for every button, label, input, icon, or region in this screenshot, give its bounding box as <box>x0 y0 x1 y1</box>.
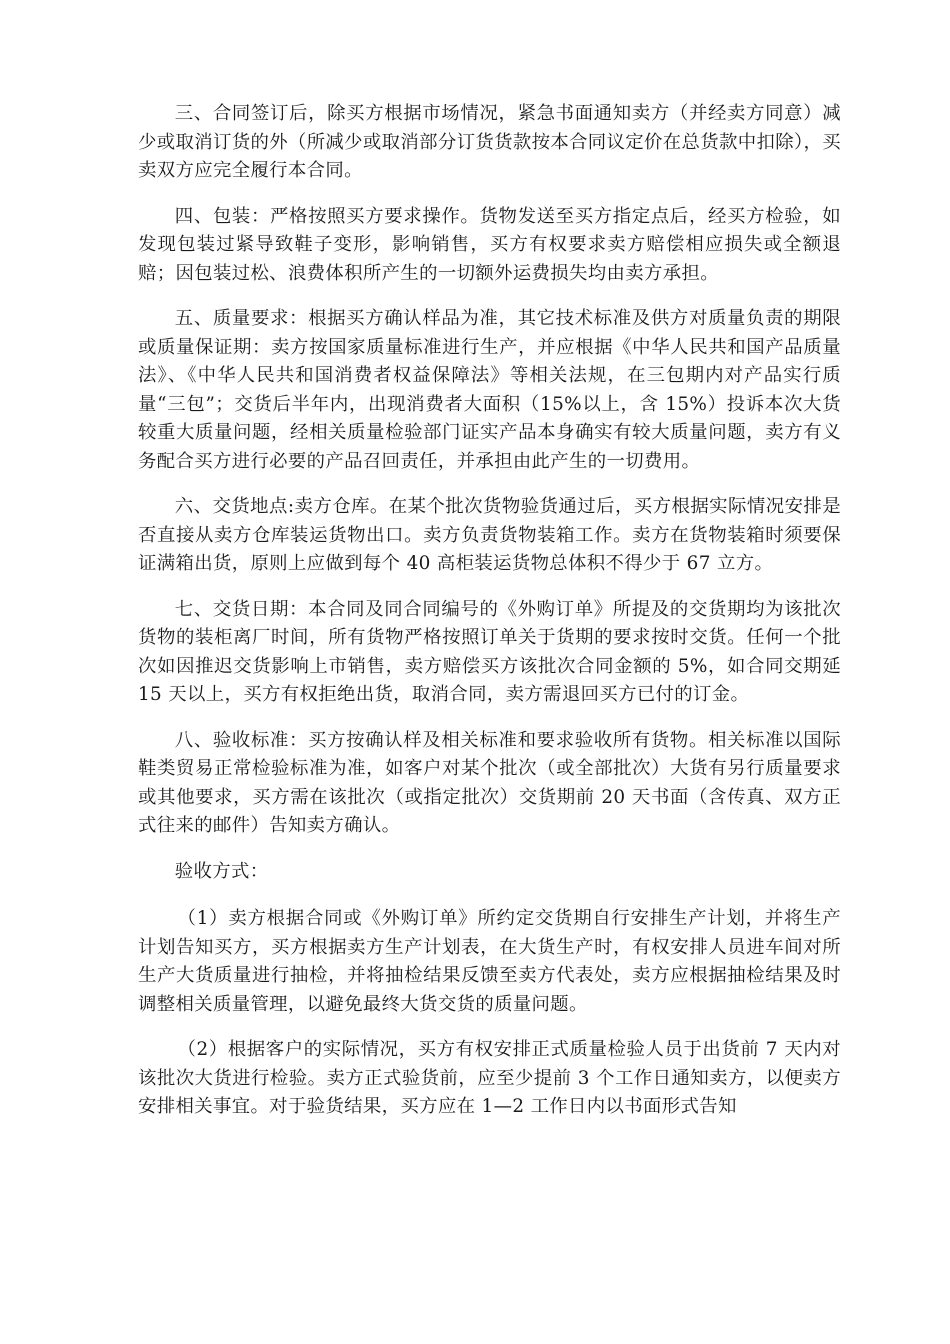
clause-4-packaging-paragraph: 四、包装：严格按照买方要求操作。货物发送至买方指定点后，经买方检验，如发现包装过紧导致鞋子变形，影响销售，买方有权要求卖方赔偿相应损失或全额退赔；因包装过松、浪费体积所产生的一切额外运费损失均由卖方承担。 <box>138 205 841 284</box>
acceptance-method-heading: 验收方式： <box>174 860 269 882</box>
clause-6-delivery-location-paragraph: 六、交货地点:卖方仓库。在某个批次货物验货通过后，买方根据实际情况安排是否直接从卖方仓库装运货物出口。卖方负责货物装箱工作。卖方在货物装箱时须要保证满箱出货，原则上应做到每个 40 高柜装运货物总体积不得少于 67 立方。 <box>138 496 841 574</box>
clause-3-paragraph: 三、合同签订后，除买方根据市场情况，紧急书面通知卖方（并经卖方同意）减少或取消订货的外（所减少或取消部分订货货款按本合同议定价在总货款中扣除），买卖双方应完全履行本合同。 <box>138 103 841 181</box>
acceptance-method-item-2: （2）根据客户的实际情况，买方有权安排正式质量检验人员于出货前 7 天内对该批次大货进行检验。卖方正式验货前，应至少提前 3 个工作日通知卖方，以便卖方安排相关事宜。对于验货结果，买方应在 1—2 工作日内以书面形式告知 <box>138 1039 841 1117</box>
clause-7-delivery-date-paragraph: 七、交货日期：本合同及同合同编号的《外购订单》所提及的交货期均为该批次货物的装柜离厂时间，所有货物严格按照订单关于货期的要求按时交货。任何一个批次如因推迟交货影响上市销售，卖方赔偿买方该批次合同金额的 5%，如合同交期延 15 天以上，买方有权拒绝出货，取消合同，卖方需退回买方已付的订金。 <box>138 598 841 705</box>
clause-5-quality-paragraph: 五、质量要求：根据买方确认样品为准，其它技术标准及供方对质量负责的期限或质量保证期：卖方按国家质量标准进行生产，并应根据《中华人民共和国产品质量法》、《中华人民共和国消费者权益保障法》等相关法规，在三包期内对产品实行质量“三包”；交货后半年内，出现消费者大面积（15%以上，含 15%）投诉本次大货较重大质量问题，经相关质量检验部门证实产品本身确实有较大质量问题，卖方有义务配合买方进行必要的产品召回责任，并承担由此产生的一切费用。 <box>138 308 841 472</box>
document-body <box>138 100 841 1139</box>
clause-8-acceptance-standard-paragraph: 八、验收标准：买方按确认样及相关标准和要求验收所有货物。相关标准以国际鞋类贸易正常检验标准为准，如客户对某个批次（或全部批次）大货有另行质量要求或其他要求，买方需在该批次（或指定批次）交货期前 20 天书面（含传真、双方正式往来的邮件）告知卖方确认。 <box>138 729 841 836</box>
acceptance-method-item-1: （1）卖方根据合同或《外购订单》所约定交货期自行安排生产计划，并将生产计划告知买方，买方根据卖方生产计划表，在大货生产时，有权安排人员进车间对所生产大货质量进行抽检，并将抽检结果反馈至卖方代表处，卖方应根据抽检结果及时调整相关质量管理，以避免最终大货交货的质量问题。 <box>138 908 841 1015</box>
